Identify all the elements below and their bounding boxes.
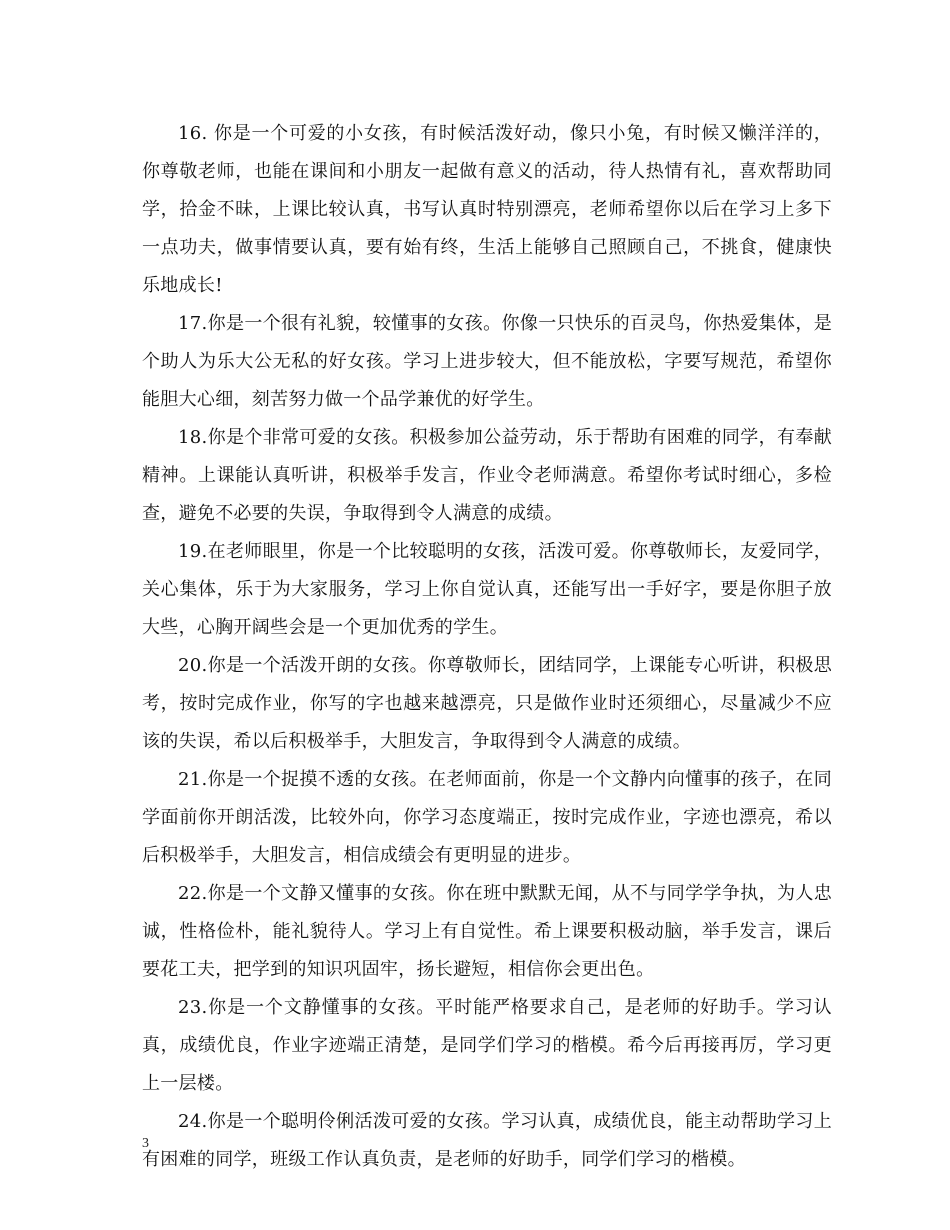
paragraph-23: 23.你是一个文静懂事的女孩。平时能严格要求自己，是老师的好助手。学习认真，成绩优良，作业字迹端正清楚，是同学们学习的楷模。希今后再接再厉，学习更上一层楼。 — [142, 997, 832, 1094]
paragraph-18: 18.你是个非常可爱的女孩。积极参加公益劳动，乐于帮助有困难的同学，有奉献精神。上课能认真听讲，积极举手发言，作业令老师满意。希望你考试时细心，多检查，避免不必要的失误，争取得到令人满意的成绩。 — [142, 427, 832, 524]
document-body — [142, 115, 832, 1179]
paragraph-22: 22.你是一个文静又懂事的女孩。你在班中默默无闻，从不与同学学争执，为人忠诚，性格俭朴，能礼貌待人。学习上有自觉性。希上课要积极动脑，举手发言，课后要花工夫，把学到的知识巩固牢，扬长避短，相信你会更出色。 — [142, 883, 832, 980]
paragraph-16: 16. 你是一个可爱的小女孩，有时候活泼好动，像只小兔，有时候又懒洋洋的，你尊敬老师，也能在课间和小朋友一起做有意义的活动，待人热情有礼，喜欢帮助同学，拾金不昧，上课比较认真，书写认真时特别漂亮，老师希望你以后在学习上多下一点功夫，做事情要认真，要有始有终，生活上能够自己照顾自己，不挑食，健康快乐地成长! — [142, 123, 832, 296]
page-number: 3 — [142, 1136, 149, 1151]
paragraph-24: 24.你是一个聪明伶俐活泼可爱的女孩。学习认真，成绩优良，能主动帮助学习上有困难的同学，班级工作认真负责，是老师的好助手，同学们学习的楷模。 — [142, 1111, 832, 1170]
paragraph-17: 17.你是一个很有礼貌，较懂事的女孩。你像一只快乐的百灵鸟，你热爱集体，是个助人为乐大公无私的好女孩。学习上进步较大，但不能放松，字要写规范，希望你能胆大心细，刻苦努力做一个品学兼优的好学生。 — [142, 313, 832, 410]
paragraph-19: 19.在老师眼里，你是一个比较聪明的女孩，活泼可爱。你尊敬师长，友爱同学，关心集体，乐于为大家服务，学习上你自觉认真，还能写出一手好字，要是你胆子放大些，心胸开阔些会是一个更加优秀的学生。 — [142, 541, 832, 638]
paragraph-20: 20.你是一个活泼开朗的女孩。你尊敬师长，团结同学，上课能专心听讲，积极思考，按时完成作业，你写的字也越来越漂亮，只是做作业时还须细心，尽量减少不应该的失误，希以后积极举手，大胆发言，争取得到令人满意的成绩。 — [142, 655, 832, 752]
paragraph-21: 21.你是一个捉摸不透的女孩。在老师面前，你是一个文静内向懂事的孩子，在同学面前你开朗活泼，比较外向，你学习态度端正，按时完成作业，字迹也漂亮，希以后积极举手，大胆发言，相信成绩会有更明显的进步。 — [142, 769, 832, 866]
